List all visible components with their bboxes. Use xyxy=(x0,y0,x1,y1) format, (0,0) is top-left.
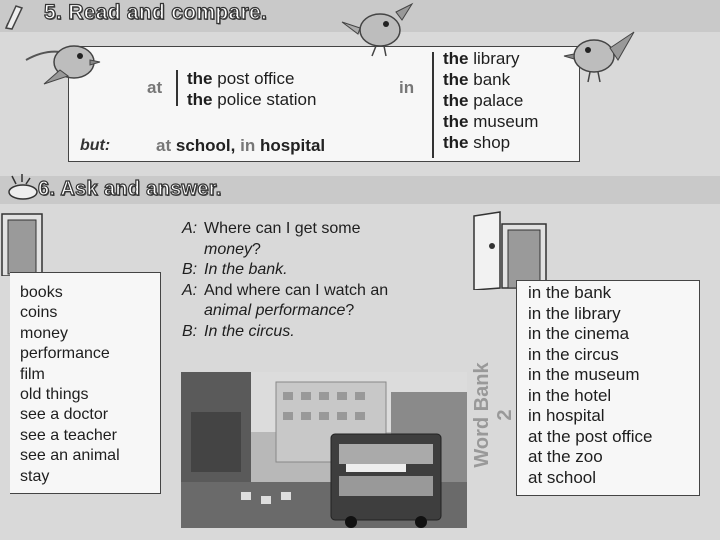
dialogue-speaker: A: xyxy=(182,220,198,237)
sparkle-icon xyxy=(6,172,40,207)
dialogue-speaker: B: xyxy=(182,261,198,278)
dialogue-speaker: B: xyxy=(182,322,198,340)
bird-icon xyxy=(560,24,640,89)
at-label: at xyxy=(147,78,163,97)
in-label: in xyxy=(399,78,415,97)
word-bank-label: Word Bank 2 xyxy=(471,362,516,468)
left-word: coins xyxy=(20,304,58,322)
word-bank-item: in the hotel xyxy=(528,385,612,405)
at-items-list xyxy=(187,68,316,110)
bird-icon xyxy=(336,2,416,63)
dialogue-text: money xyxy=(204,240,253,258)
bird-icon xyxy=(24,30,104,95)
dialogue-speaker: A: xyxy=(182,281,198,299)
at-item: the post office xyxy=(187,69,295,88)
in-item: the bank xyxy=(443,70,511,89)
left-word: old things xyxy=(20,386,89,404)
left-word: stay xyxy=(20,467,50,485)
left-word-list xyxy=(20,283,120,487)
dialogue-line xyxy=(182,322,388,343)
word-bank-item: in the museum xyxy=(528,365,640,384)
in-item: the palace xyxy=(443,91,524,110)
dialogue-text: animal performance xyxy=(204,302,346,319)
left-word: performance xyxy=(20,345,110,363)
but-row xyxy=(156,136,325,156)
left-word: film xyxy=(20,365,45,383)
dialogue-text: Where can I get some xyxy=(204,220,361,237)
word-bank-item: at the post office xyxy=(528,426,653,446)
left-word: books xyxy=(20,284,63,301)
in-item: the library xyxy=(443,49,520,68)
but-hospital: hospital xyxy=(259,136,326,155)
section-6-title: 6. Ask and answer. xyxy=(38,178,222,200)
left-word: see a doctor xyxy=(20,406,109,424)
at-item: the police station xyxy=(187,90,317,109)
but-label: but: xyxy=(80,137,111,154)
dialogue-line xyxy=(182,281,388,302)
dialogue-line xyxy=(182,260,388,281)
dialogue-text: In the bank. xyxy=(204,261,288,278)
section-5-title: 5. Read and compare. xyxy=(44,1,268,24)
dialogue-text: And where can I watch an xyxy=(204,281,389,299)
word-bank-item: at the zoo xyxy=(528,447,603,466)
word-bank-item: in hospital xyxy=(528,406,605,425)
word-bank-item: in the circus xyxy=(528,344,619,364)
in-items-list xyxy=(443,48,538,153)
dialogue-line: money? xyxy=(204,240,261,258)
left-word: money xyxy=(20,324,69,342)
left-door-icon xyxy=(0,210,50,281)
word-bank-list xyxy=(528,283,652,488)
in-item: the shop xyxy=(443,133,511,152)
in-divider xyxy=(432,52,434,158)
dialogue-line: animal performance? xyxy=(204,302,355,319)
word-bank-item: at school xyxy=(528,467,597,487)
dialogue xyxy=(182,219,388,342)
left-word: see a teacher xyxy=(20,426,117,444)
but-in: in xyxy=(240,136,256,155)
dialogue-line xyxy=(182,219,388,240)
but-school: school, xyxy=(175,136,236,155)
at-bracket xyxy=(176,70,178,106)
in-item: the museum xyxy=(443,112,539,131)
street-photo xyxy=(181,372,467,528)
word-bank-item: in the bank xyxy=(528,283,612,302)
word-bank-item: in the cinema xyxy=(528,324,630,343)
but-at: at xyxy=(156,136,172,155)
word-bank-item: in the library xyxy=(528,303,621,323)
left-word: see an animal xyxy=(20,447,120,465)
dialogue-text: In the circus. xyxy=(204,322,295,340)
